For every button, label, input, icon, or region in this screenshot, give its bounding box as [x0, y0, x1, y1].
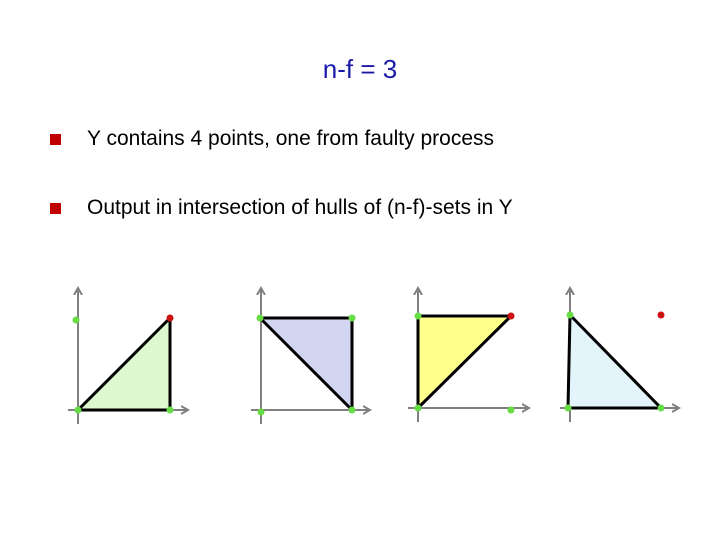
correct-point — [257, 315, 264, 322]
correct-point — [75, 407, 82, 414]
hull-panel-4 — [560, 290, 677, 422]
correct-point — [349, 315, 356, 322]
correct-point — [73, 317, 80, 324]
correct-point — [167, 407, 174, 414]
bullet-item-1 — [50, 124, 494, 154]
convex-hull-diagram — [0, 270, 720, 440]
faulty-point — [658, 312, 665, 319]
hull-panel-3 — [408, 290, 527, 422]
convex-hull-triangle — [568, 315, 661, 408]
square-bullet-icon — [50, 203, 61, 214]
correct-point — [349, 407, 356, 414]
convex-hull-triangle — [78, 318, 170, 410]
correct-point — [508, 407, 515, 414]
hull-panel-2 — [251, 290, 368, 424]
convex-hull-triangle — [260, 318, 352, 410]
square-bullet-icon — [50, 134, 61, 145]
bullet-item-2 — [50, 193, 513, 223]
correct-point — [258, 409, 265, 416]
correct-point — [415, 313, 422, 320]
correct-point — [567, 312, 574, 319]
bullet-text-2: Output in intersection of hulls of (n-f)-sets in Y — [87, 196, 513, 219]
bullet-text-1: Y contains 4 points, one from faulty process — [87, 127, 494, 150]
hull-panel-1 — [68, 290, 186, 424]
correct-point — [565, 405, 572, 412]
correct-point — [415, 405, 422, 412]
slide-title: n-f = 3 — [322, 54, 398, 84]
convex-hull-triangle — [418, 316, 511, 408]
faulty-point — [167, 315, 174, 322]
correct-point — [658, 405, 665, 412]
faulty-point — [508, 313, 515, 320]
